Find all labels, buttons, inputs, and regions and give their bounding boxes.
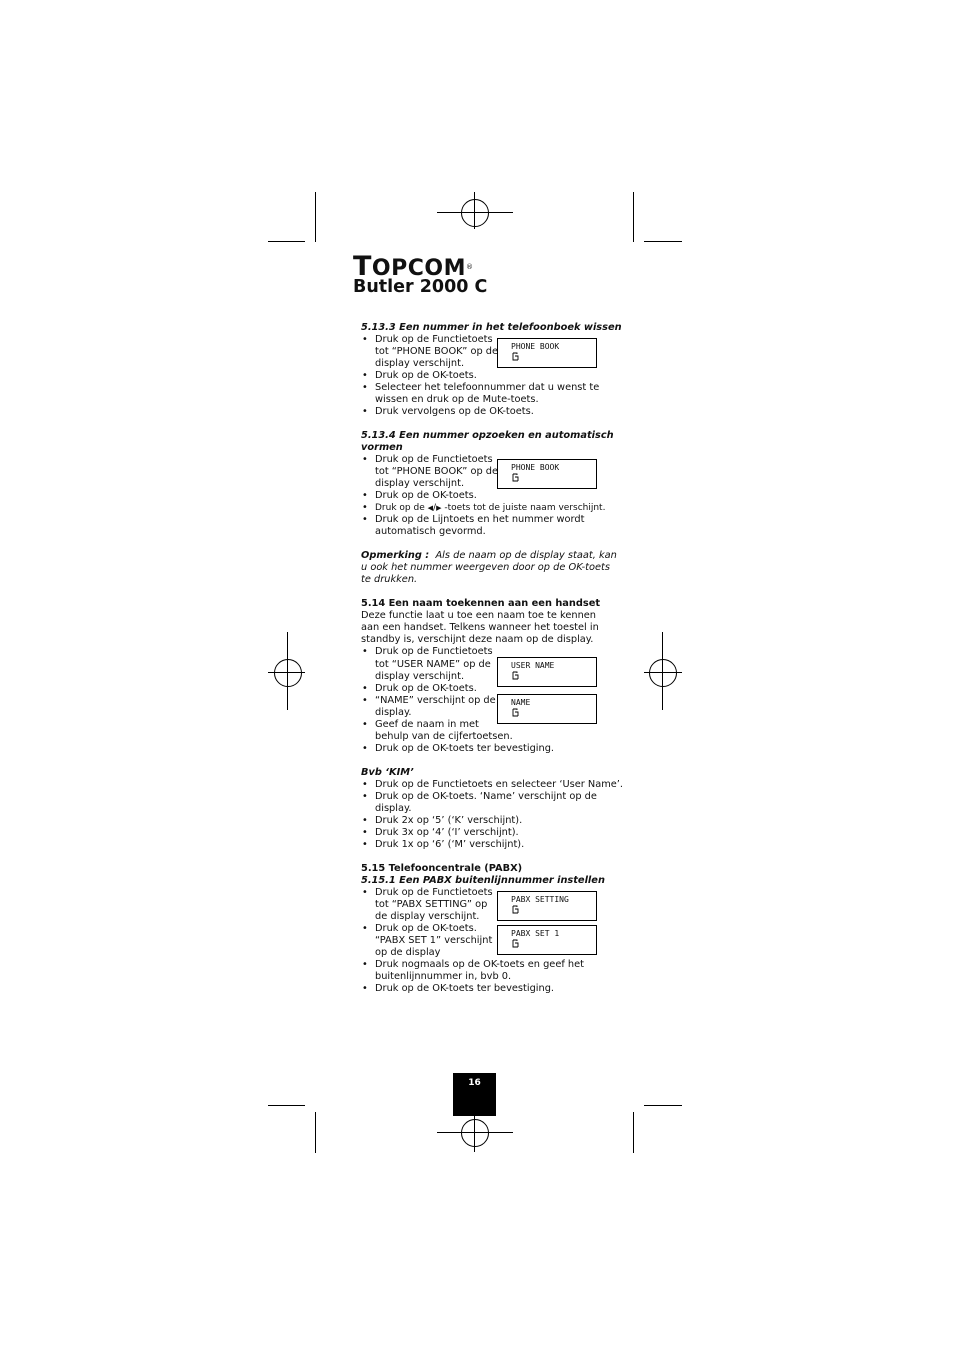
bullet: • [362, 334, 368, 345]
registered-mark: ® [466, 263, 474, 271]
note-line: te drukken. [361, 574, 418, 585]
list-item: tot “PHONE BOOK” op de [375, 346, 499, 357]
handset-icon [512, 671, 519, 680]
lcd-display [497, 657, 597, 687]
product-title: Butler 2000 C [353, 277, 488, 297]
list-item: Druk op de Functietoets [375, 334, 493, 345]
list-item: Druk op de OK-toets. [375, 490, 477, 501]
list-item: de display verschijnt. [375, 911, 480, 922]
handset-icon [512, 473, 519, 482]
bullet: • [362, 839, 368, 850]
lcd-display [497, 925, 597, 955]
list-item: “PABX SET 1” verschijnt [375, 935, 493, 946]
list-item: Druk op de OK-toets. [375, 923, 477, 934]
list-item: Druk vervolgens op de OK-toets. [375, 406, 534, 417]
lcd-text: PHONE BOOK [511, 463, 560, 472]
bullet: • [362, 983, 368, 994]
note-line [361, 550, 617, 562]
list-item: Druk op de OK-toets. [375, 683, 477, 694]
bullet: • [362, 827, 368, 838]
list-item: Druk op de ◀/▶ -toets tot de juiste naam verschijnt. [375, 503, 606, 513]
list-item: Druk op de OK-toets. ‘Name’ verschijnt op de [375, 791, 597, 802]
list-item: behulp van de cijfertoetsen. [375, 731, 513, 742]
bullet: • [362, 791, 368, 802]
list-item: Druk op de Functietoets [375, 646, 493, 657]
left-arrow-icon: ◀ [427, 504, 434, 512]
list-item: Druk 1x op ‘6’ (‘M’ verschijnt). [375, 839, 525, 850]
list-item: tot “USER NAME” op de [375, 659, 491, 670]
bullet: • [362, 719, 368, 730]
list-item: display verschijnt. [375, 671, 465, 682]
bullet: • [362, 502, 368, 513]
right-arrow-icon: ▶ [436, 504, 442, 512]
list-item: display. [375, 707, 412, 718]
bullet: • [362, 406, 368, 417]
logo-initial: T [353, 251, 372, 282]
section-5134-heading-cont: vormen [361, 442, 403, 453]
bullet: • [362, 514, 368, 525]
list-item: Druk op de Functietoets en selecteer ‘User Name’. [375, 779, 624, 790]
bullet: • [362, 370, 368, 381]
paragraph-line: aan een handset. Telkens wanneer het toestel in [361, 622, 599, 633]
bullet: • [362, 815, 368, 826]
list-item: display verschijnt. [375, 478, 465, 489]
lcd-display [497, 694, 597, 724]
page-number: 16 [468, 1078, 481, 1088]
bullet: • [362, 382, 368, 393]
bullet: • [362, 695, 368, 706]
list-item: Druk op de Functietoets [375, 454, 493, 465]
section-5134-heading: 5.13.4 Een nummer opzoeken en automatisch [361, 430, 614, 441]
lcd-text: USER NAME [511, 661, 555, 670]
list-item: wissen en druk op de Mute-toets. [375, 394, 539, 405]
list-item: Selecteer het telefoonnummer dat u wenst te [375, 382, 600, 393]
paragraph-line: Deze functie laat u toe een naam toe te kennen [361, 610, 597, 621]
list-item: Druk nogmaals op de OK-toets en geef het [375, 959, 584, 970]
section-514-heading: 5.14 Een naam toekennen aan een handset [361, 598, 601, 609]
lcd-display [497, 338, 597, 368]
note-line: u ook het nummer weergeven door op de OK-toets [361, 562, 610, 573]
lcd-text: NAME [511, 698, 531, 707]
list-item: Druk op de OK-toets ter bevestiging. [375, 983, 555, 994]
list-item: display verschijnt. [375, 358, 465, 369]
note-text: Als de naam op de display staat, kan [435, 550, 617, 561]
list-item: tot “PHONE BOOK” op de [375, 466, 499, 477]
page-number-box [453, 1073, 496, 1116]
list-item: Geef de naam in met [375, 719, 479, 730]
logo-wordmark: OPCOM [371, 256, 466, 281]
bullet: • [362, 959, 368, 970]
example-heading: Bvb ‘KIM’ [361, 767, 414, 778]
handset-icon [512, 708, 519, 717]
list-item-text: Druk op de [375, 503, 425, 513]
lcd-text: PABX SET 1 [511, 929, 560, 938]
bullet: • [362, 454, 368, 465]
bullet: • [362, 923, 368, 934]
list-item: Druk op de Functietoets [375, 887, 493, 898]
list-item: display. [375, 803, 412, 814]
section-5151-heading: 5.15.1 Een PABX buitenlijnnummer instellen [361, 875, 605, 886]
list-item: Druk 2x op ‘5’ (‘K’ verschijnt). [375, 815, 523, 826]
list-item: buitenlijnnummer in, bvb 0. [375, 971, 512, 982]
bullet: • [362, 887, 368, 898]
bullet: • [362, 646, 368, 657]
list-item: Druk 3x op ‘4’ (‘I’ verschijnt). [375, 827, 519, 838]
section-5133-heading: 5.13.3 Een nummer in het telefoonboek wissen [361, 322, 622, 333]
handset-icon [512, 352, 519, 361]
lcd-text: PABX SETTING [511, 895, 569, 904]
bullet: • [362, 490, 368, 501]
lcd-text: PHONE BOOK [511, 342, 560, 351]
bullet: • [362, 779, 368, 790]
paragraph-line: standby is, verschijnt deze naam op de display. [361, 634, 594, 645]
list-item-text: -toets tot de juiste naam verschijnt. [444, 503, 606, 513]
list-item: Druk op de Lijntoets en het nummer wordt [375, 514, 585, 525]
list-item: Druk op de OK-toets ter bevestiging. [375, 743, 555, 754]
list-item: tot “PABX SETTING” op [375, 899, 488, 910]
lcd-display [497, 891, 597, 921]
lcd-display [497, 459, 597, 489]
list-item: op de display [375, 947, 441, 958]
bullet: • [362, 683, 368, 694]
list-item: Druk op de OK-toets. [375, 370, 477, 381]
list-item: automatisch gevormd. [375, 526, 486, 537]
handset-icon [512, 905, 519, 914]
note-label: Opmerking : [361, 550, 430, 561]
handset-icon [512, 939, 519, 948]
bullet: • [362, 743, 368, 754]
section-515-heading: 5.15 Telefooncentrale (PABX) [361, 863, 523, 874]
list-item: “NAME” verschijnt op de [375, 695, 496, 706]
